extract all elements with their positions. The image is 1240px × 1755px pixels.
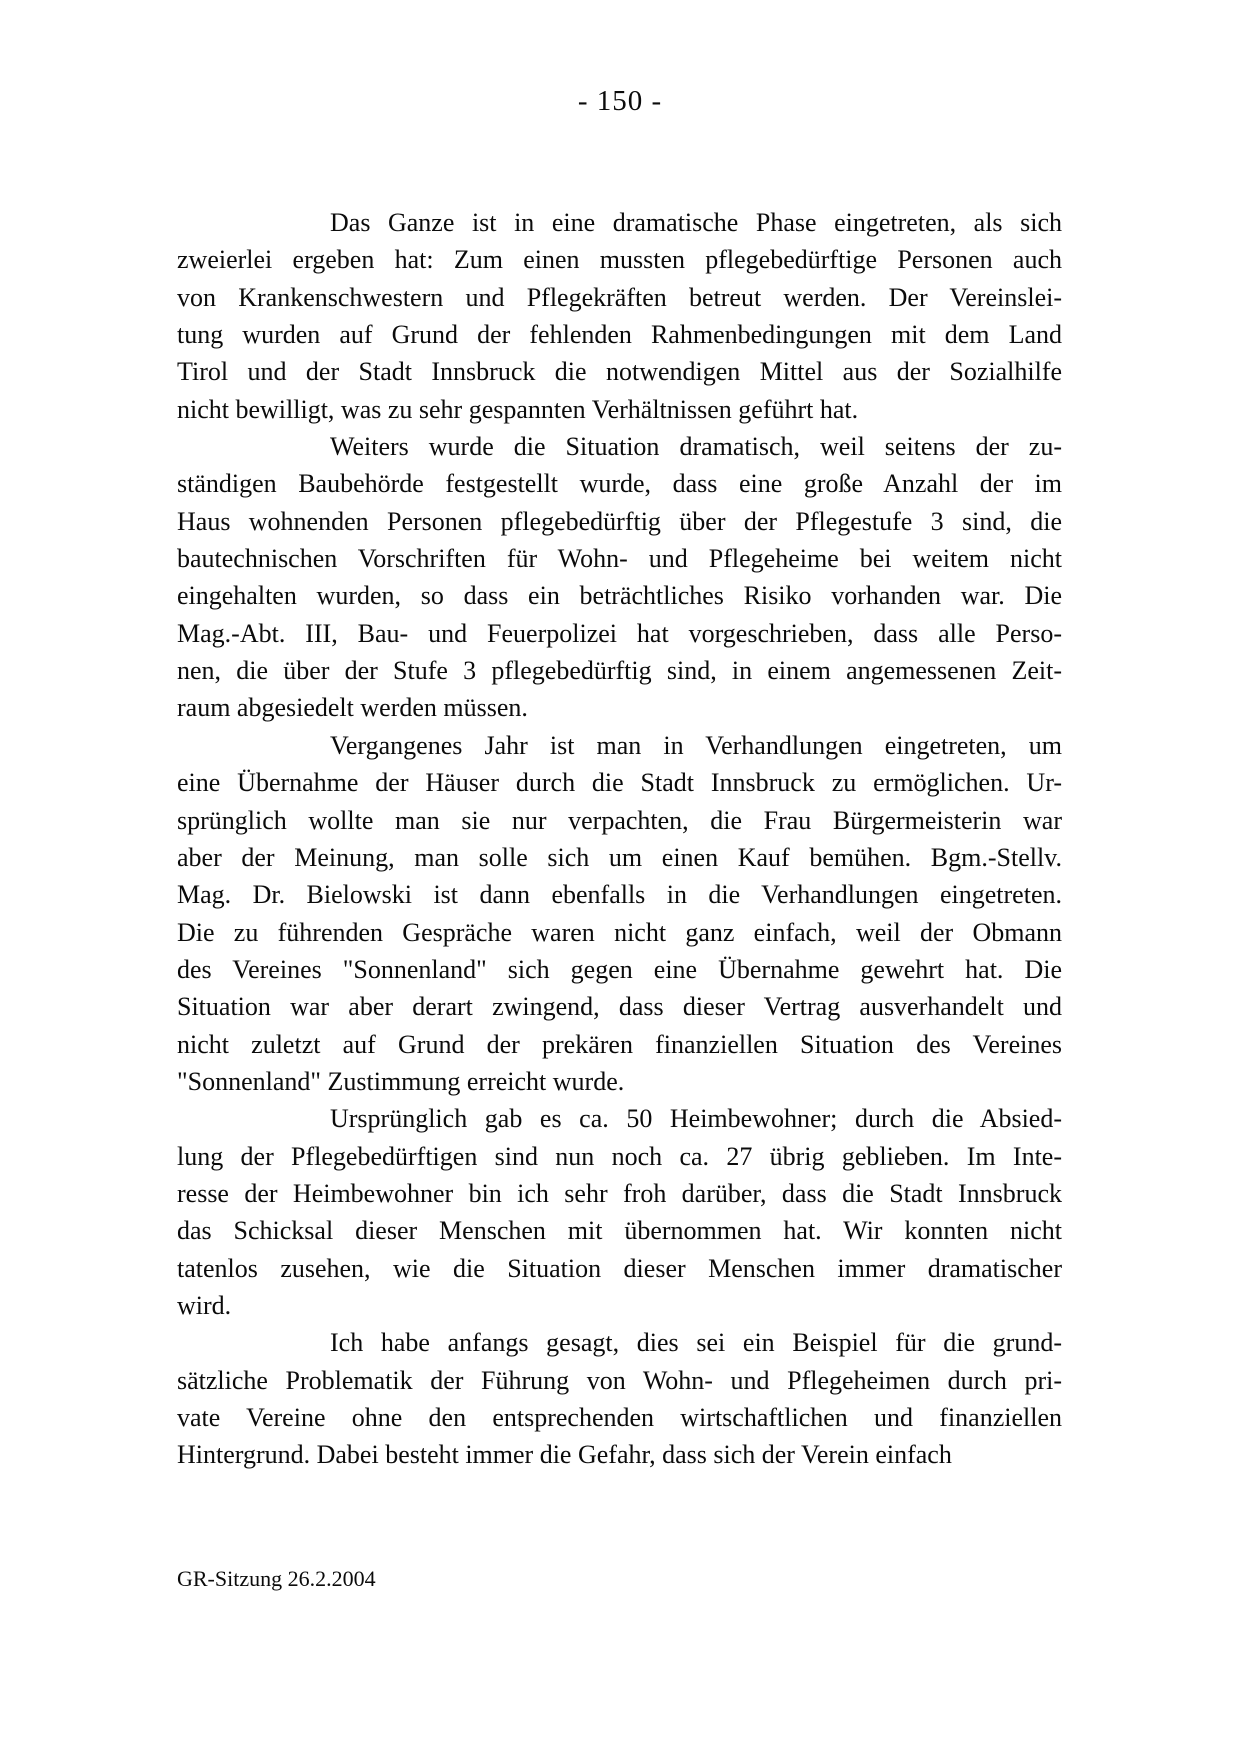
text-line: eingehalten wurden, so dass ein beträchtliches Risiko vorhanden war. Die: [177, 581, 1062, 611]
text-line: nicht bewilligt, was zu sehr gespannten Verhältnissen geführt hat.: [177, 394, 859, 424]
text-line: das Schicksal dieser Menschen mit übernommen hat. Wir konnten nicht: [177, 1216, 1062, 1246]
text-line: Die zu führenden Gespräche waren nicht ganz einfach, weil der Obmann: [177, 917, 1062, 947]
text-line: Mag.-Abt. III, Bau- und Feuerpolizei hat vorgeschrieben, dass alle Perso-: [177, 618, 1062, 648]
text-line: des Vereines "Sonnenland" sich gegen eine Übernahme gewehrt hat. Die: [177, 954, 1062, 984]
text-line: Das Ganze ist in eine dramatische Phase eingetreten, als sich: [330, 208, 1062, 237]
text-line: Tirol und der Stadt Innsbruck die notwendigen Mittel aus der Sozialhilfe: [177, 357, 1062, 387]
paragraph: [177, 428, 1062, 727]
text-line: nicht zuletzt auf Grund der prekären finanziellen Situation des Vereines: [177, 1029, 1062, 1059]
text-line: tung wurden auf Grund der fehlenden Rahmenbedingungen mit dem Land: [177, 320, 1062, 350]
text-line: Ursprünglich gab es ca. 50 Heimbewohner; durch die Absied-: [330, 1104, 1062, 1134]
paragraph: [177, 1324, 1062, 1473]
text-line: zweierlei ergeben hat: Zum einen mussten pflegebedürftige Personen auch: [177, 245, 1062, 275]
paragraph: [177, 204, 1062, 428]
text-line: lung der Pflegebedürftigen sind nun noch ca. 27 übrig geblieben. Im Inte-: [177, 1141, 1062, 1171]
text-line: aber der Meinung, man solle sich um einen Kauf bemühen. Bgm.-Stellv.: [177, 842, 1062, 872]
text-line: nen, die über der Stufe 3 pflegebedürftig sind, in einem angemessenen Zeit-: [177, 656, 1062, 686]
paragraph: [177, 1100, 1062, 1324]
text-line: ständigen Baubehörde festgestellt wurde, dass eine große Anzahl der im: [177, 469, 1062, 499]
text-line: von Krankenschwestern und Pflegekräften betreut werden. Der Vereinslei-: [177, 282, 1062, 312]
text-line: tatenlos zusehen, wie die Situation dieser Menschen immer dramatischer: [177, 1253, 1062, 1283]
text-line: resse der Heimbewohner bin ich sehr froh darüber, dass die Stadt Innsbruck: [177, 1178, 1062, 1208]
text-line: Vergangenes Jahr ist man in Verhandlungen eingetreten, um: [330, 730, 1062, 760]
text-body: [177, 204, 1062, 1474]
text-line: sätzliche Problematik der Führung von Wohn- und Pflegeheimen durch pri-: [177, 1365, 1062, 1395]
text-line: bautechnischen Vorschriften für Wohn- und Pflegeheime bei weitem nicht: [177, 544, 1062, 574]
text-line: Situation war aber derart zwingend, dass dieser Vertrag ausverhandelt und: [177, 992, 1062, 1022]
text-line: eine Übernahme der Häuser durch die Stadt Innsbruck zu ermöglichen. Ur-: [177, 768, 1062, 798]
page-number: - 150 -: [577, 85, 663, 117]
text-line: Hintergrund. Dabei besteht immer die Gefahr, dass sich der Verein einfach: [177, 1440, 952, 1470]
text-line: raum abgesiedelt werden müssen.: [177, 693, 528, 723]
text-line: Haus wohnenden Personen pflegebedürftig über der Pflegestufe 3 sind, die: [177, 506, 1062, 536]
paragraph: [177, 727, 1062, 1100]
text-line: "Sonnenland" Zustimmung erreicht wurde.: [177, 1066, 625, 1096]
footer-session-label: GR-Sitzung 26.2.2004: [177, 1566, 376, 1591]
text-line: Mag. Dr. Bielowski ist dann ebenfalls in die Verhandlungen eingetreten.: [177, 880, 1062, 910]
text-line: Weiters wurde die Situation dramatisch, weil seitens der zu-: [330, 432, 1062, 462]
text-line: Ich habe anfangs gesagt, dies sei ein Beispiel für die grund-: [330, 1328, 1062, 1358]
text-line: wird.: [177, 1290, 232, 1320]
text-line: sprünglich wollte man sie nur verpachten, die Frau Bürgermeisterin war: [177, 805, 1062, 835]
text-line: vate Vereine ohne den entsprechenden wirtschaftlichen und finanziellen: [177, 1403, 1062, 1432]
